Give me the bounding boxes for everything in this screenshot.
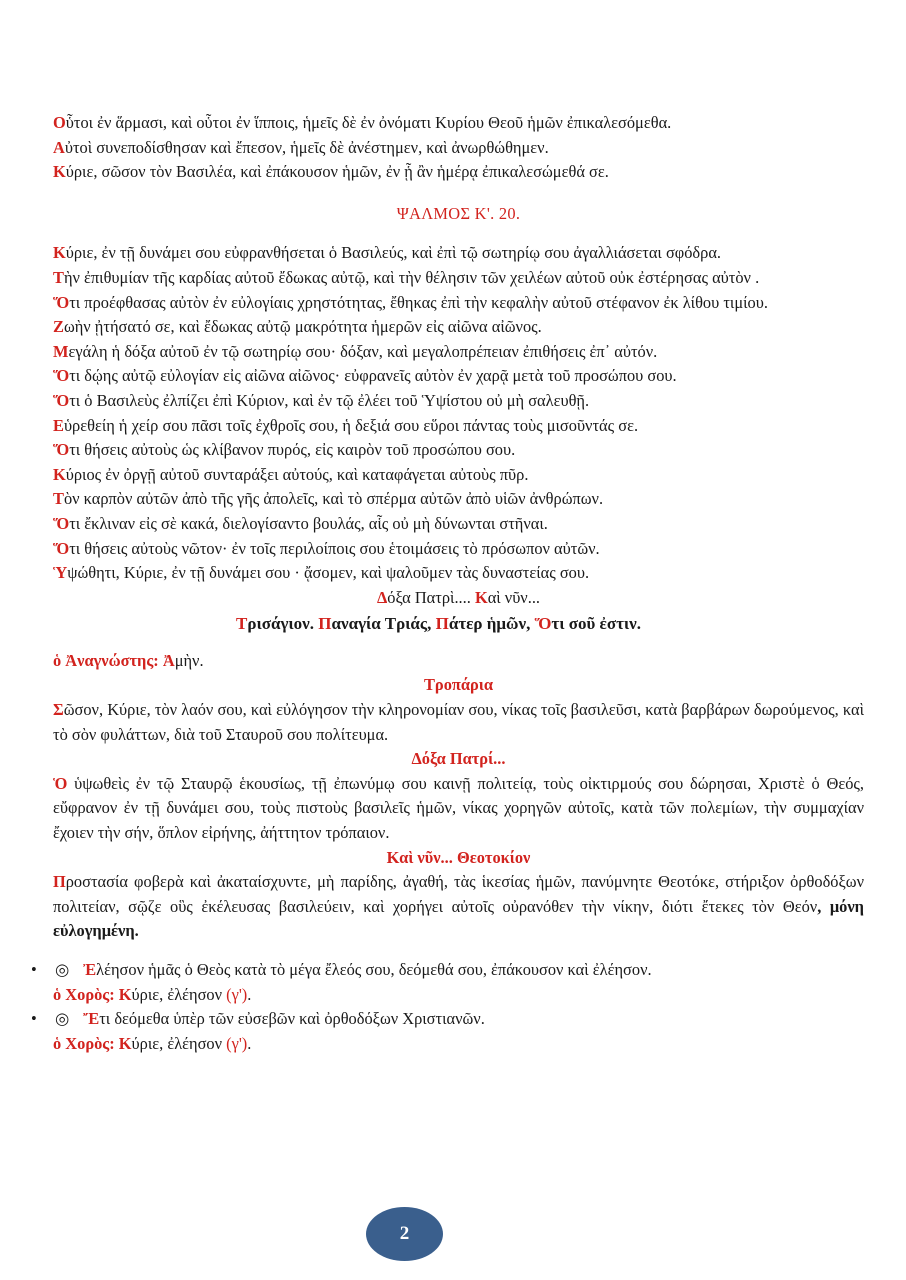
bullet-icon: • — [31, 1009, 37, 1029]
verse-text: ωὴν ᾐτήσατό σε, καὶ ἔδωκας αὐτῷ μακρότητα ἡμερῶν εἰς αἰῶνα αἰῶνος. — [63, 317, 542, 337]
verse-text: ὗτοι ἐν ἅρμασι, καὶ οὗτοι ἐν ἵπποις, ἡμεῖς δὲ ἐν ὀνόματι Κυρίου Θεοῦ ἡμῶν ἐπικαλεσόμεθα. — [65, 113, 672, 132]
initial-letter: Π — [318, 614, 332, 634]
initial-letter: Τ — [236, 614, 248, 634]
doxa-line — [53, 586, 864, 611]
initial-letter: Α — [53, 137, 65, 157]
kai-nyn-text: αὶ νῦν... — [487, 587, 541, 607]
initial-letter: Ε — [53, 415, 64, 435]
initial-letter: Δ — [376, 587, 388, 607]
petition-text: λέησον ἡμᾶς ὁ Θεὸς κατὰ τὸ μέγα ἔλεός σου, δεόμεθά σου, ἐπάκουσον καὶ ἐλέησον. — [96, 960, 652, 979]
choir-count: (γ') — [226, 1033, 248, 1053]
initial-letter: Σ — [53, 700, 64, 720]
psalm-title: ΨΑΛΜΟΣ Κ'. 20. — [396, 203, 521, 223]
page-number-badge: 2 — [366, 1207, 443, 1261]
initial-letter: Ο — [53, 113, 66, 132]
verse-text: τι δῴης αὐτῷ εὐλογίαν εἰς αἰῶνα αἰῶνος· εὐφρανεῖς αὐτὸν ἐν χαρᾷ μετὰ τοῦ προσώπου σου. — [69, 366, 677, 386]
initial-letter: Ὅ — [53, 538, 70, 558]
initial-letter: Μ — [53, 341, 69, 361]
verse-text: ὸν καρπὸν αὐτῶν ἀπὸ τῆς γῆς ἀπολεῖς, καὶ τὸ σπέρμα αὐτῶν ἀπὸ υἱῶν ἀνθρώπων. — [63, 489, 604, 509]
reader-label: ὁ Ἀναγνώστης: — [53, 650, 159, 670]
verse-text: τι ἔκλιναν εἰς σὲ κακά, διελογίσαντο βουλάς, αἷς οὐ μὴ δύνωνται στῆναι. — [69, 513, 548, 533]
verse-line — [53, 414, 864, 439]
choir-line — [53, 1032, 864, 1057]
reader-line — [53, 649, 864, 674]
verse-line — [53, 266, 864, 291]
verse-line — [53, 340, 864, 365]
verse-text: ύριε, σῶσον τὸν Βασιλέα, καὶ ἐπάκουσον ἡμῶν, ἐν ᾗ ἂν ἡμέρᾳ ἐπικαλεσώμεθά σε. — [65, 162, 609, 182]
choir-line — [53, 983, 864, 1008]
petition-line — [31, 958, 864, 983]
troparion-paragraph — [53, 772, 864, 846]
initial-letter: Κ — [53, 243, 66, 263]
amen-text: μὴν. — [174, 650, 204, 670]
choir-text: ύριε, ἐλέησον — [131, 1033, 227, 1053]
theotokion-paragraph — [53, 870, 864, 944]
bullet-icon: • — [31, 960, 37, 979]
verse-line — [53, 438, 864, 463]
choir-end: . — [247, 984, 252, 1004]
panagia-trias-text: αναγία Τριάς, — [331, 614, 436, 634]
initial-letter: Ὅ — [53, 440, 70, 460]
verse-text: εγάλη ἡ δόξα αὐτοῦ ἐν τῷ σωτηρίῳ σου· δόξαν, καὶ μεγαλοπρέπειαν ἐπιθήσεις ἐπ᾽ αὐτόν. — [68, 341, 658, 361]
doxa-text: όξα Πατρὶ.... — [387, 587, 475, 607]
oti-sou-estin-text: τι σοῦ ἐστιν. — [551, 614, 642, 634]
verse-line — [53, 160, 864, 185]
verse-text: τι θήσεις αὐτοὺς ὡς κλίβανον πυρός, εἰς καιρὸν τοῦ προσώπου σου. — [69, 440, 516, 460]
troparion-text: ῶσον, Κύριε, τὸν λαόν σου, καὶ εὐλόγησον τὴν κληρονομίαν σου, νίκας τοῖς βασιλεῦσι, κατὰ βαρβάρων δωρούμενος, καὶ τὸ σὸν φυλάττων, διὰ τοῦ Σταυροῦ σου πολίτευμα. — [53, 700, 864, 744]
verse-line — [53, 364, 864, 389]
choir-label: ὁ Χορὸς: — [53, 984, 115, 1004]
initial-letter: Κ — [474, 587, 488, 607]
choir-text: ύριε, ἐλέησον — [131, 984, 227, 1004]
verse-text: ὴν ἐπιθυμίαν τῆς καρδίας αὐτοῦ ἔδωκας αὐτῷ, καὶ τὴν θέλησιν τῶν χειλέων αὐτοῦ οὐκ ἐστέρησας αὐτὸν . — [63, 267, 760, 287]
verse-line — [53, 291, 864, 316]
initial-letter: Ὁ — [53, 773, 68, 793]
initial-letter: Ἐ — [83, 960, 97, 979]
initial-letter: Ὅ — [53, 292, 70, 312]
initial-letter: Ὅ — [53, 366, 70, 386]
verse-text: τι ὁ Βασιλεὺς ἐλπίζει ἐπὶ Κύριον, καὶ ἐν τῷ ἐλέει τοῦ Ὑψίστου οὐ μὴ σαλευθῇ. — [69, 390, 590, 410]
initial-letter: Ὑ — [53, 563, 68, 583]
trisagion-line — [53, 612, 864, 637]
theotokion-ending: , μόνη εὐλογημένη. — [53, 896, 864, 941]
spacer — [53, 637, 864, 649]
verse-text: ψώθητι, Κύριε, ἐν τῇ δυνάμει σου · ᾄσομεν, καὶ ψαλοῦμεν τὰς δυναστείας σου. — [67, 563, 590, 583]
initial-letter: Ἀ — [162, 650, 175, 670]
theotokion-text: ροστασία φοβερὰ καὶ ἀκαταίσχυντε, μὴ παρίδης, ἀγαθή, τὰς ἱκεσίας ἡμῶν, πανύμνητε Θεοτόκε, στήριξον ὀρθοδόξων πολιτείαν, σῷζε οὓς ἐκέλευσας βασιλεύειν, καὶ χορήγει αὐτοῖς οὐρανόθεν τὴν νίκην, διότι ἔτεκες τὸν Θεόν — [53, 872, 864, 916]
initial-letter: Τ — [53, 489, 64, 509]
initial-letter: Π — [435, 614, 449, 634]
doxa-title: Δόξα Πατρί... — [411, 749, 506, 769]
initial-letter: Ἔ — [83, 1009, 100, 1029]
verse-line — [53, 561, 864, 586]
initial-letter: Τ — [53, 267, 64, 287]
verse-text: ὐτοὶ συνεποδίσθησαν καὶ ἔπεσον, ἡμεῖς δὲ ἀνέστημεν, καὶ ἀνωρθώθημεν. — [64, 137, 549, 157]
verse-text: ὑρεθείη ἡ χείρ σου πᾶσι τοῖς ἐχθροῖς σου, ἡ δεξιά σου εὕροι πάντας τοὺς μισοῦντάς σε. — [63, 415, 639, 435]
theotokion-title: Καὶ νῦν... Θεοτοκίον — [386, 847, 531, 867]
initial-letter: Κ — [53, 162, 66, 182]
verse-text: τι θήσεις αὐτοὺς νῶτον· ἐν τοῖς περιλοίποις σου ἑτοιμάσεις τὸ πρόσωπον αὐτῶν. — [69, 538, 600, 558]
initial-letter: Κ — [118, 984, 132, 1004]
verse-line — [53, 315, 864, 340]
trisagion-text: ρισάγιον. — [247, 614, 319, 634]
choir-count: (γ') — [226, 984, 248, 1004]
document-page — [31, 111, 864, 1056]
troparia-title: Τροπάρια — [423, 675, 494, 695]
verse-line — [53, 389, 864, 414]
petition-line — [31, 1007, 864, 1032]
choir-end: . — [247, 1033, 252, 1053]
troparion-text: ὑψωθεὶς ἐν τῷ Σταυρῷ ἑκουσίως, τῇ ἐπωνύμῳ σου καινῇ πολιτείᾳ, τοὺς οἰκτιρμούς σου δώρησαι, Χριστὲ ὁ Θεός, εὔφρανον ἐν τῇ δυνάμει σου, τοὺς πιστοὺς βασιλεῖς ἡμῶν, νίκας χορηγῶν αὐτοῖς, κατὰ τῶν πολεμίων, τὴν συμμαχίαν ἔχοιεν τὴν σήν, ὅπλον εἰρήνης, ἀήττητον τρόπαιον. — [53, 773, 864, 843]
verse-text: ύριε, ἐν τῇ δυνάμει σου εὐφρανθήσεται ὁ Βασιλεύς, καὶ ἐπὶ τῷ σωτηρίῳ σου ἀγαλλιάσεται σφόδρα. — [65, 243, 722, 263]
choir-label: ὁ Χορὸς: — [53, 1033, 115, 1053]
initial-letter: Π — [53, 872, 66, 892]
initial-letter: Ζ — [53, 317, 64, 337]
pater-imon-text: άτερ ἡμῶν, — [448, 614, 535, 634]
petition-text: τι δεόμεθα ὑπὲρ τῶν εὐσεβῶν καὶ ὀρθοδόξων Χριστιανῶν. — [99, 1009, 485, 1029]
verse-line — [53, 241, 864, 266]
verse-line — [53, 111, 864, 136]
verse-line — [53, 136, 864, 161]
verse-line — [53, 463, 864, 488]
verse-line — [53, 487, 864, 512]
troparion-paragraph — [53, 698, 864, 747]
spiral-icon: ◎ — [55, 960, 70, 979]
initial-letter: Κ — [118, 1033, 132, 1053]
verse-line — [53, 512, 864, 537]
initial-letter: Ὅ — [534, 614, 552, 634]
verse-text: ύριος ἐν ὀργῇ αὐτοῦ συνταράξει αὐτούς, καὶ καταφάγεται αὐτοὺς πῦρ. — [65, 464, 529, 484]
initial-letter: Ὅ — [53, 513, 70, 533]
spacer — [53, 944, 864, 958]
verse-text: τι προέφθασας αὐτὸν ἐν εὐλογίαις χρηστότητας, ἔθηκας ἐπὶ τὴν κεφαλὴν αὐτοῦ στέφανον ἐκ λίθου τιμίου. — [69, 292, 768, 312]
spiral-icon: ◎ — [55, 1009, 70, 1029]
initial-letter: Ὅ — [53, 390, 70, 410]
initial-letter: Κ — [53, 464, 66, 484]
verse-line — [53, 537, 864, 562]
